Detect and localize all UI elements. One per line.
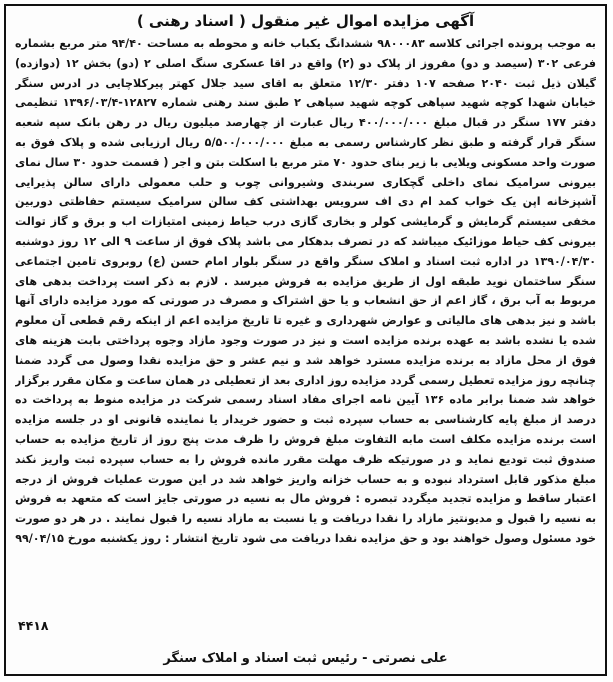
notice-ad-number: ۴۴۱۸ xyxy=(18,618,49,633)
notice-signature: علی نصرتی - رئیس ثبت اسناد و املاک سنگر xyxy=(163,651,448,666)
auction-notice xyxy=(4,4,607,676)
notice-title: آگهی مزایده اموال غیر منقول ( اسناد رهنی ) xyxy=(136,12,475,30)
notice-body-text: به موجب پرونده اجرائی کلاسه ۹۸۰۰۰۸۳ ششدانگ یکباب خانه و محوطه به مساحت ۹۴/۴۰ متر مربع بشماره فرعی ۳۰۲ (سیصد و دو) مفروز از پلاک دو (۲) واقع در اقا عسکری سنگ اصلی ۲ (دو) بخش ۱۲ (دوازده) گیلان ذیل ثبت ۲۰۴۰ صفحه ۱۰۷ دفتر ۱۲/۳۰ متعلق به اقای سید جلال کهتر پیرکلاچایی در ادرس سنگر خیابان شهدا کوچه شهید سپاهی کوچه شهید سپاهی ۲ طبق سند رهنی شماره ۱۲۸۲۷-۱۳۹۶/۰۳/۴ تنظیمی دفتر ۱۷۷ سنگر در قبال مبلغ ۴۰۰/۰۰۰/۰۰۰ ریال عبارت از چهارصد میلیون ریال در رهن بانک سپه شعبه سنگر قرار گرفته و طبق نظر کارشناس رسمی به مبلغ ۵/۵۰۰/۰۰۰/۰۰۰ ریال ارزیابی شده و پلاک فوق به صورت واحد مسکونی ویلایی با زیر بنای حدود ۷۰ متر مربع با اسکلت بتن و اجر ( قسمت حدود ۳۰ سال نمای بیرونی سرامیک نمای داخلی گچکاری سربندی وشیروانی چوب و حلب معمولی دارای سالن پذیرایی آشپزخانه اپن یک خواب کمد ام دی اف سرویس بهداشتی کف سالن سرامیک سیستم حفاظتی دوربین مخفی سیستم گرمایش و گرمایشی کولر و بخاری گازی درب حیاط زمینی امتیازات اب و برق و گاز توالت بیرونی کف حیاط موزائیک میباشد که در تصرف بدهکار می باشد پلاک فوق از ساعت ۹ الی ۱۲ روز دوشنبه ۱۳۹۰/۰۴/۳۰ در اداره ثبت اسناد و املاک سنگر واقع در سنگر بلوار امام حسن (ع) روبروی تامین اجتماعی سنگر ساختمان نوید طبقه اول از طریق مزایده به فروش میرسد . لازم به ذکر است پرداخت بدهی های مربوط به آب برق ، گاز اعم از حق انشعاب و یا حق اشتراک و مصرف در صورتی که مورد مزایده دارای آنها باشد و نیز بدهی های مالیاتی و عوارض شهرداری و غیره تا تاریخ مزایده اعم از اینکه رقم قطعی آن معلوم شده یا نشده باشد به عهده برنده مزایده است و نیز در صورت وجود مازاد وجوه پرداختی بابت هزینه های فوق از محل مازاد به برنده مزایده مسترد خواهد شد و نیم عشر و حق مزایده نقدا وصول می گردد ضمنا چنانچه روز مزایده تعطیل رسمی گردد مزایده روز اداری بعد از تعطیلی در همان ساعت و مکان مقرر برگزار خواهد شد ضمنا برابر ماده ۱۳۶ آیین نامه اجرای مفاد اسناد رسمی شرکت در مزایده منوط به پرداخت ده درصد از مبلغ پایه کارشناسی به حساب سپرده ثبت و حضور خریدار یا نماینده قانونی او در جلسه مزایده است برنده مزایده مکلف است مابه التفاوت مبلغ فروش را ظرف مدت پنج روز از تاریخ مزایده به حساب صندوق ثبت تودیع نماید و در صورتیکه ظرف مهلت مقرر مانده فروش را به حساب سپرده ثبت واریز نکند مبلغ مذکور قابل استرداد نبوده و به حساب خزانه واریز خواهد شد در این صورت عملیات فروش از درجه اعتبار ساقط و مزایده تجدید میگردد تبصره : فروش مال به نسیه در صورتی جایز است که متعهد به فروش به نسیه را قبول و مدیونتیز مازاد را نقدا دریافت و یا نسبت به مازاد نسیه را قبول نمایند . در هر دو صورت خود مسئول وصول خواهند بود و حق مزایده نقدا دریافت می شود تاریخ انتشار : روز یکشنبه مورخ ۹۹/۰۴/۱۵ xyxy=(15,37,596,545)
